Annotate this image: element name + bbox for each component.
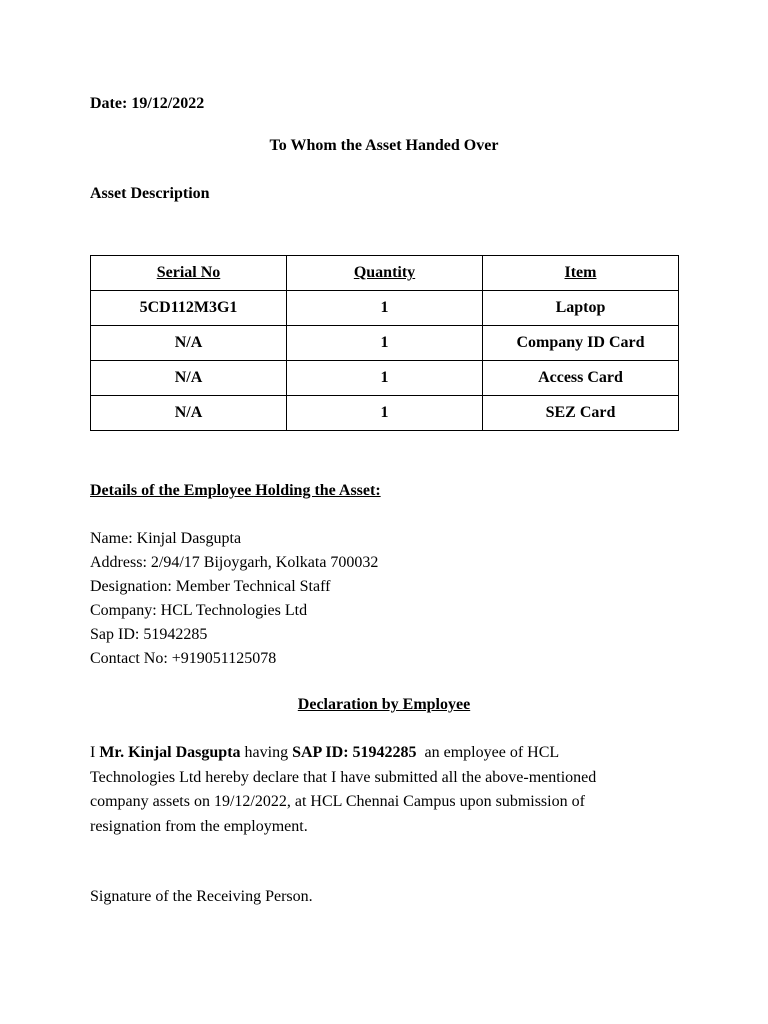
table-row [91, 291, 679, 326]
table-row [91, 361, 679, 396]
employee-name: Name: Kinjal Dasgupta [90, 530, 242, 547]
employee-details-heading: Details of the Employee Holding the Asset: [90, 482, 381, 499]
cell-item: Access Card [483, 361, 679, 396]
employee-contact: Contact No: +919051125078 [90, 650, 277, 667]
subject-text: To Whom the Asset Handed Over [269, 137, 499, 154]
declaration-heading: Declaration by Employee [297, 696, 471, 713]
header-item: Item [483, 256, 679, 291]
table-row [91, 326, 679, 361]
cell-quantity: 1 [287, 361, 483, 396]
cell-serial-no: N/A [91, 396, 287, 431]
employee-designation: Designation: Member Technical Staff [90, 578, 331, 595]
declaration-line-4: resignation from the employment. [90, 817, 308, 835]
document-date: Date: 19/12/2022 [90, 95, 205, 112]
declaration-employee-name: Mr. Kinjal Dasgupta [99, 744, 241, 761]
employee-company: Company: HCL Technologies Ltd [90, 602, 308, 619]
cell-serial-no: 5CD112M3G1 [91, 291, 287, 326]
header-serial-no: Serial No [91, 256, 287, 291]
employee-address: Address: 2/94/17 Bijoygarh, Kolkata 700032 [90, 554, 379, 571]
asset-description-label: Asset Description [90, 185, 210, 202]
cell-quantity: 1 [287, 396, 483, 431]
declaration-line-1-rest: an employee of HCL [416, 744, 560, 761]
declaration-line-1 [90, 741, 670, 766]
cell-item: Laptop [483, 291, 679, 326]
table-header-row [91, 256, 679, 291]
declaration-heading-row [0, 695, 768, 715]
document-subject [0, 136, 768, 156]
cell-quantity: 1 [287, 326, 483, 361]
declaration-line-2: Technologies Ltd hereby declare that I have submitted all the above-mentioned [90, 768, 597, 786]
cell-item: SEZ Card [483, 396, 679, 431]
declaration-having: having [240, 744, 293, 761]
declaration-paragraph [90, 741, 670, 839]
employee-details [90, 527, 378, 671]
cell-serial-no: N/A [91, 326, 287, 361]
cell-item: Company ID Card [483, 326, 679, 361]
declaration-prefix: I [90, 744, 100, 761]
asset-table [90, 255, 679, 431]
signature-label: Signature of the Receiving Person. [90, 888, 313, 905]
cell-quantity: 1 [287, 291, 483, 326]
table-row [91, 396, 679, 431]
declaration-sap-id: SAP ID: 51942285 [292, 744, 417, 761]
header-quantity: Quantity [287, 256, 483, 291]
cell-serial-no: N/A [91, 361, 287, 396]
declaration-line-3: company assets on 19/12/2022, at HCL Chennai Campus upon submission of [90, 793, 585, 810]
employee-sap-id: Sap ID: 51942285 [90, 626, 208, 643]
